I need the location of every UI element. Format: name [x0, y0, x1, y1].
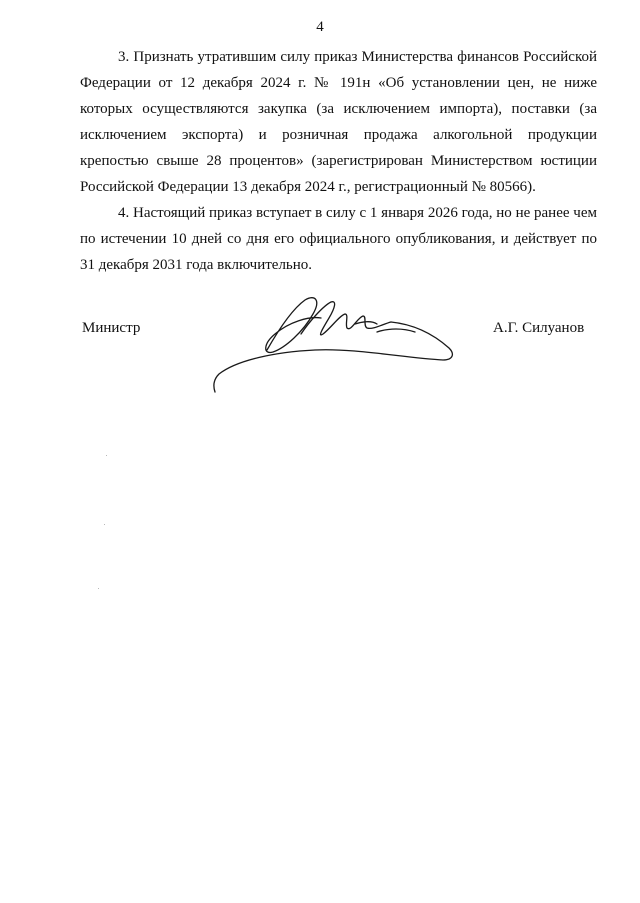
page-number: 4: [316, 19, 324, 35]
scan-speck: [104, 524, 105, 525]
signatory-name: А.Г. Силуанов: [493, 320, 585, 336]
scan-speck: [98, 588, 99, 589]
signature-image: [205, 288, 475, 403]
paragraph-3: 3. Признать утратившим силу приказ Министерства финансов Российской Федерации от 12 декабря 2024 г. № 191н «Об установлении цен, не ниже которых осуществляются закупка (за исключением импорта), поставки (за исключением экспорта) и розничная продажа алкогольной продукции крепостью свыше 28 процентов» (зарегистрирован Министерством юстиции Российской Федерации 13 декабря 2024 г., регистрационный № 80566).: [80, 49, 597, 195]
document-body: [80, 44, 597, 278]
signatory-role: Министр: [82, 320, 141, 336]
paragraph-4: 4. Настоящий приказ вступает в силу с 1 января 2026 года, но не ранее чем по истечении 10 дней со дня его официального опубликования, и действует по 31 декабря 2031 года включительно.: [80, 205, 597, 273]
scan-speck: [106, 455, 107, 456]
